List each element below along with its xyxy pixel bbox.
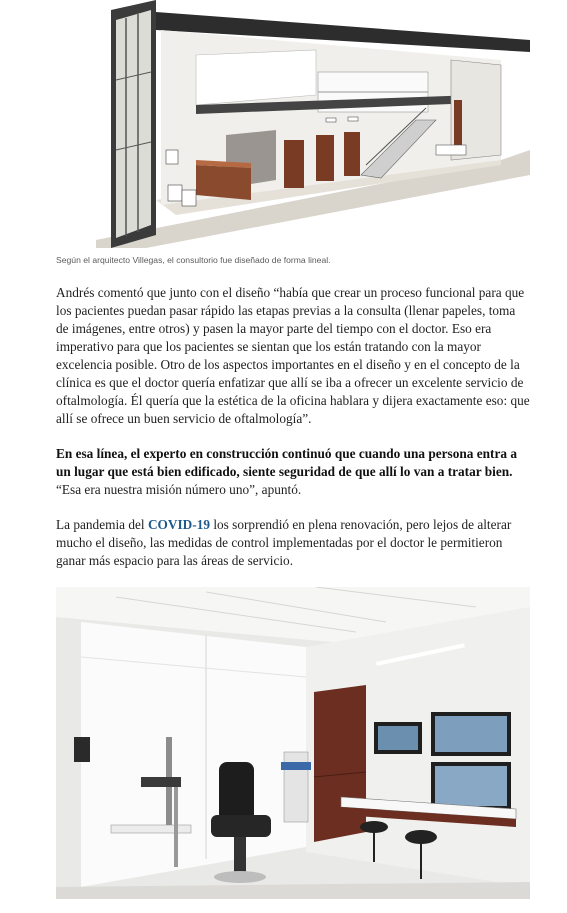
pandemic-text-end: los sorprendió en plena renovación, pero lejos de alterar mucho el diseño, las medidas de control implementadas por el doctor le permitieron ganar más espacio para las áreas de servicio. xyxy=(56,517,512,568)
bold-statement: En esa línea, el experto en construcción continuó que cuando una persona entra a un lugar que está bien edificado, siente seguridad de que allí lo van a tratar bien. xyxy=(56,446,517,479)
pandemic-text-start: La pandemia del xyxy=(56,517,148,532)
paragraph-design-process: Andrés comentó que junto con el diseño “había que crear un proceso funcional para que los pacientes puedan pasar rápido las etapas previas a la consulta (llenar papeles, toma de imágenes, entre otros) y pasen la mayor parte del tiempo con el doctor. Eso era imperativo para que los pacientes se sientan que los están tratando con la mayor excelencia posible. Otro de los aspectos importantes en el diseño y en el concepto de la clínica es que el doctor quería enfatizar que allí se iba a ofrecer un excelente servicio de oftalmología. Él quería que la estética de la oficina hablara y dijera exactamente eso: que allí se ofrece un buen servicio de oftalmología”. xyxy=(56,285,530,426)
clinic-render-image[interactable] xyxy=(56,0,530,248)
quote-text: “Esa era nuestra misión número uno”, apuntó. xyxy=(56,482,302,497)
figure-render xyxy=(56,0,530,266)
paragraph-construction-mission xyxy=(56,445,530,499)
covid-19-link[interactable]: COVID-19 xyxy=(147,517,210,532)
figure-caption: Según el arquitecto Villegas, el consultorio fue diseñado de forma lineal. xyxy=(56,255,331,265)
article-body xyxy=(56,0,530,899)
exam-room-photo[interactable] xyxy=(56,587,530,899)
paragraph-pandemic xyxy=(56,516,530,570)
